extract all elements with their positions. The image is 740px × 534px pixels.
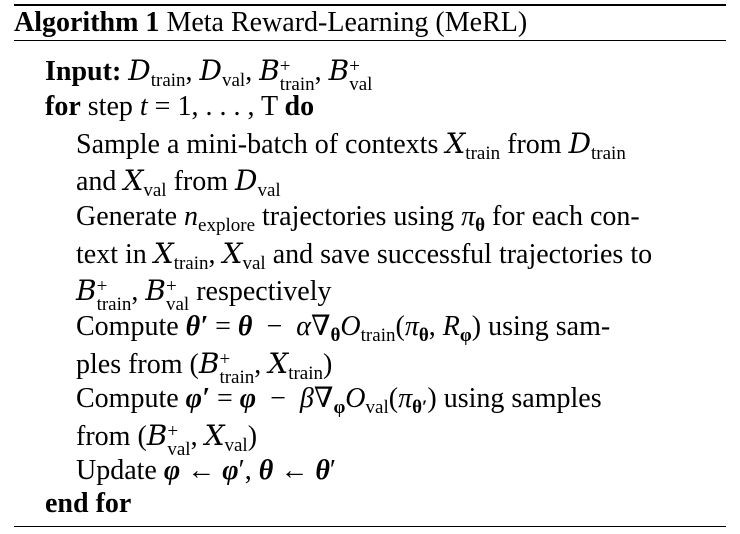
for-keyword: for (45, 91, 81, 122)
step-compute-theta-line2: ples from (B + train , $X_{train}$) (76, 347, 333, 388)
for-line: for step t = 1, . . . , T do (45, 91, 315, 122)
step-compute-phi-line1: Compute $\varphi' = \varphi - \beta\nabla_\varphi O_{val}(\pi_{\theta'})$ using samples (76, 383, 602, 418)
step-sample-line1: Sample a mini-batch of contexts $X_{train}$ from $D_{train}$ (76, 127, 626, 164)
algorithm-title: Meta Reward-Learning (MeRL) (166, 7, 528, 38)
input-keyword: Input: (45, 56, 122, 87)
step-generate-line3: B + train , B + val respectively (76, 274, 332, 315)
step-update-line: Update φ ← φ′, θ ← θ′ (76, 455, 336, 486)
step-compute-theta-line1: Compute $\theta' = \theta - \alpha\nabla_\theta O_{train}(\pi_\theta$, $R_\varphi$) using sam- (76, 311, 611, 346)
algorithm-caption (14, 5, 726, 41)
step-generate-line2: text in $X_{train}$, $X_{val}$ and save successful trajectories to (76, 237, 653, 274)
bottom-rule (14, 526, 726, 527)
step-generate-line1: Generate $n_{explore}$ trajectories using $\pi_\theta$ for each con- (76, 201, 640, 236)
end-for-keyword: end for (45, 488, 132, 519)
do-keyword: do (284, 91, 315, 122)
algorithm-label: Algorithm 1 (14, 7, 160, 38)
end-for-line (45, 486, 131, 522)
step-compute-phi-line2: from (B + val , $X_{val}$) (76, 419, 258, 460)
step-sample-line2: and $X_{val}$ from $D_{val}$ (76, 164, 281, 201)
caption-rule (14, 40, 726, 41)
input-line: Input: $D_{train}$, $D_{val}$, B + train , B + val (45, 54, 373, 95)
